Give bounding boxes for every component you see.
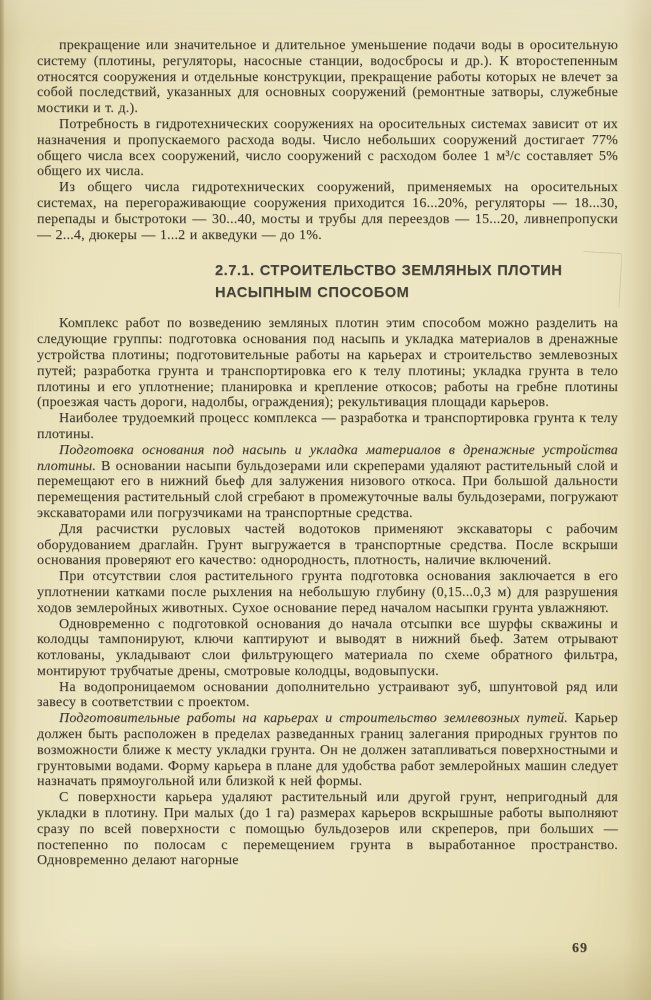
paragraph-text: С поверхности карьера удаляют растительный или другой грунт, непригодный для укладки в плотину. При малых (до 1 га) размерах карьеров вскрышные работы выполняют сразу по всей поверхности с помощью бульдозеров или скреперов, при больших — постепенно по полосам с перемещением грунта в выработанное пространство. Одновременно делают нагорные <box>37 790 618 869</box>
body-paragraph-2 <box>37 117 618 180</box>
paragraph-lead-italic: Подготовительные работы на карьерах и строительство землевозных путей. <box>59 711 568 727</box>
body-paragraph-5 <box>37 411 618 443</box>
body-paragraph-6 <box>37 443 618 522</box>
paragraph-text: Наиболее трудоемкий процесс комплекса — разработка и транспортировка грунта к телу плотины. <box>37 411 618 442</box>
paragraph-text: Из общего числа гидротехнических сооружений, применяемых на оросительных системах, на перегораживающие сооружения приходится 16...20%, регуляторы — 18...30, перепады и быстротоки — 30...40, мосты и трубы для переездов — 15...20, ливнепропуски — 2...4, дюкеры — 1...2 и акведуки — до 1%. <box>37 180 618 243</box>
paragraph-text: прекращение или значительное и длительное уменьшение подачи воды в оросительную систему (плотины, регуляторы, насосные станции, водосбросы и др.). К второстепенным относятся сооружения и отдельные конструкции, прекращение работы которых не влечет за собой последствий, указанных для основных сооружений (ремонтные затворы, служебные мостики и т. д.). <box>37 38 618 117</box>
section-heading-line1: 2.7.1. СТРОИТЕЛЬСТВО ЗЕМЛЯНЫХ ПЛОТИН <box>215 263 563 280</box>
paragraph-text: На водопроницаемом основании дополнительно устраивают зуб, шпунтовой ряд или завесу в соответствии с проектом. <box>37 679 618 711</box>
body-paragraph-3 <box>37 180 618 243</box>
paragraph-text: В основании насыпи бульдозерами или скреперами удаляют растительный слой и перемещают его в нижний бьеф для залужения низового откоса. При большой дальности перемещения растительный слой сгребают в промежуточные валы бульдозерами, погружают экскаваторами или погрузчиками на транспортные средства. <box>37 458 618 521</box>
body-paragraph-11 <box>37 711 618 790</box>
section-heading-line2: НАСЫПНЫМ СПОСОБОМ <box>215 285 410 302</box>
paragraph-text: Комплекс работ по возведению земляных плотин этим способом можно разделить на следующие группы: подготовка основания под насыпь и укладка материалов в дренажные устройства плотины; подготовительные работы на карьерах и строительство землевозных путей; разработка грунта и транспортировка его к телу плотины; укладка грунта в тело плотины и его уплотнение; планировка и крепление откосов; работы на гребне плотины (проезжая часть дороги, надолбы, ограждения); рекультивация площади карьеров. <box>37 316 618 411</box>
body-paragraph-10 <box>37 680 618 712</box>
body-paragraph-7 <box>37 522 618 569</box>
paragraph-text: При отсутствии слоя растительного грунта подготовка основания заключается в его уплотнении катками после рыхления на небольшую глубину (0,15...0,3 м) для разрушения ходов землеройных животных. Сухое основание перед началом насыпки грунта увлажняют. <box>37 569 618 616</box>
paragraph-text: Одновременно с подготовкой основания до начала отсыпки все шурфы скважины и колодцы тампонируют, ключи каптируют и выводят в нижний бьеф. Затем отрывают котлованы, укладывают слои фильтрующего материала по схеме обратного фильтра, монтируют трубчатые дрены, смотровые колодцы, водовыпуски. <box>37 616 618 679</box>
page-text-column <box>37 38 618 869</box>
paragraph-text: Карьер должен быть расположен в пределах разведанных границ залегания природных грунтов по возможности ближе к месту укладки грунта. Он не должен затапливаться поверхностными и грунтовыми водами. Форму карьера в плане для удобства работ землеройных машин следует назначать прямоугольной или близкой к ней формы. <box>37 711 618 790</box>
body-paragraph-8 <box>37 569 618 616</box>
page-number: 69 <box>572 941 588 956</box>
paragraph-text: Для расчистки русловых частей водотоков применяют экскаваторы с рабочим оборудованием драглайн. Грунт выгружается в транспортные средства. После вскрыши основания проверяют его качество: однородность, плотность, наличие включений. <box>37 521 618 569</box>
page-left-edge-shadow <box>0 0 4 1000</box>
body-paragraph-9 <box>37 617 618 680</box>
body-paragraph-4 <box>37 316 618 411</box>
section-heading <box>215 260 575 304</box>
body-paragraph-1 <box>37 38 618 117</box>
paragraph-lead-italic: Подготовка основания под насыпь и укладка материалов в дренажные устройства плотины. <box>37 442 618 474</box>
paragraph-text: Потребность в гидротехнических сооружениях на оросительных системах зависит от их назначения и пропускаемого расхода воды. Число небольших сооружений достигает 77% общего числа всех сооружений, число сооружений с расходом более 1 м³/с составляет 5% общего их числа. <box>37 116 618 180</box>
body-paragraph-12 <box>37 790 618 869</box>
